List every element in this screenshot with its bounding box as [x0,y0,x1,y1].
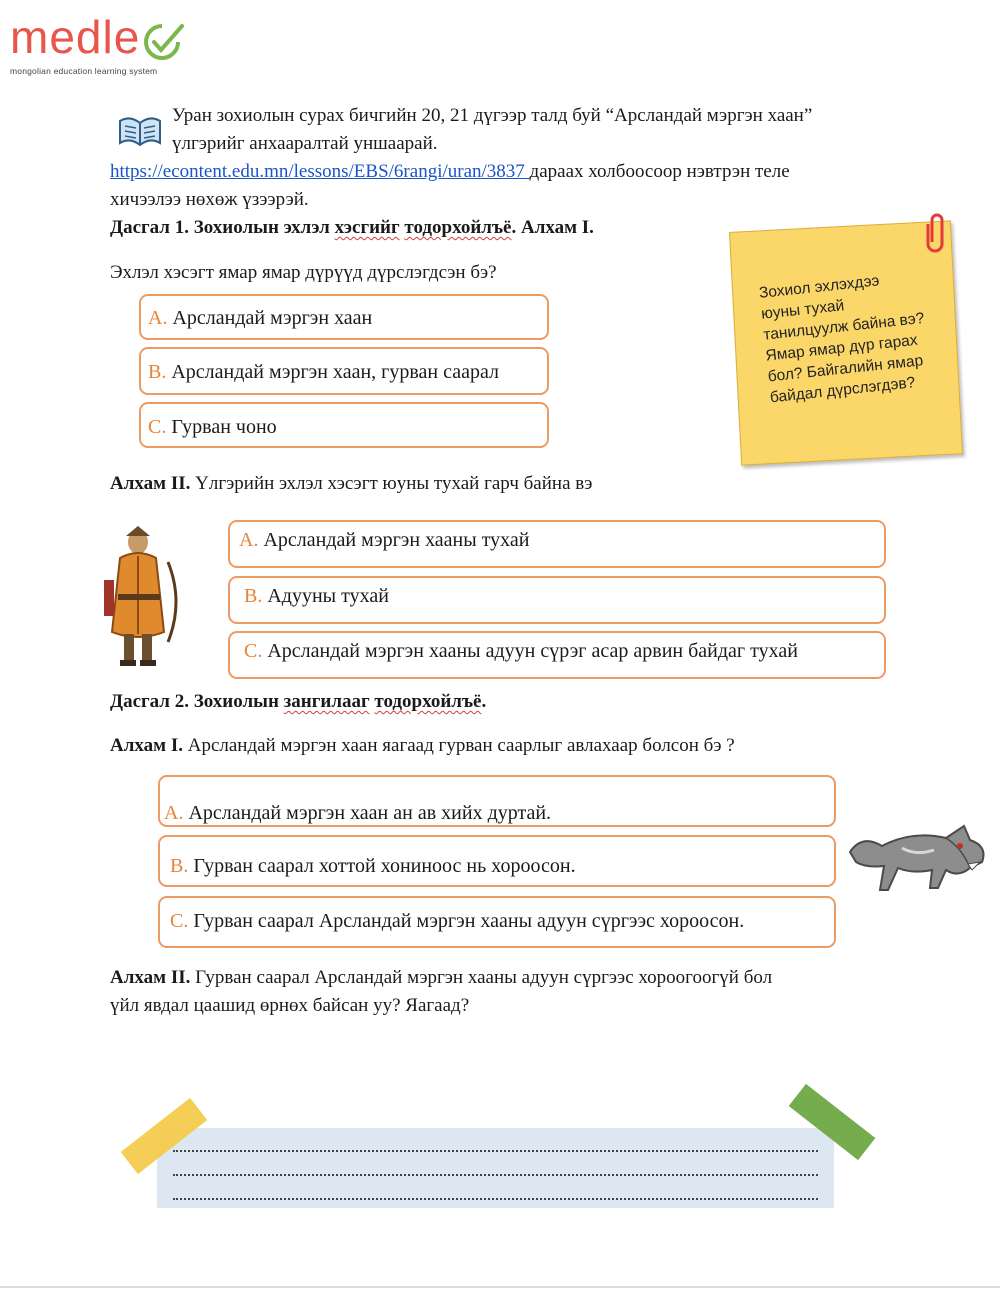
ex2-step1-label: Алхам I. [110,735,183,756]
paperclip-icon [924,212,950,254]
logo-subtitle: mongolian education learning system [10,66,158,76]
option-letter: B. [148,361,167,383]
exercise1-label: Дасгал 1. Зохиолын эхлэл [110,217,330,238]
step2-heading [110,471,592,497]
ex2-step1-question: Арсландай мэргэн хаан яагаад гурван саарлыг авлахаар болсон бэ ? [182,735,735,756]
exercise2-wavy2: тодорхойлъё [374,691,482,712]
option-letter: C. [244,640,263,662]
answer-area[interactable] [157,1128,834,1208]
option-letter: C. [148,416,167,438]
option-text: Арсландай мэргэн хаан ан ав хийх дуртай. [183,802,552,824]
logo [10,11,190,76]
exercise1-question: Эхлэл хэсэгт ямар ямар дүрүүд дүрслэгдсэн бэ? [110,262,497,283]
logo-check-icon [142,22,186,62]
option-text: Арсландай мэргэн хааны адуун сүрэг асар арвин байдаг тухай [262,640,798,662]
page-divider [0,1286,1000,1288]
option-text: Гурван саарал хоттой хониноос нь хороосон. [188,855,576,877]
step2-option-c[interactable] [228,631,886,679]
ex1-option-b[interactable] [139,347,549,395]
option-text: Адууны тухай [262,585,389,607]
exercise2-end: . [481,691,487,712]
option-letter: A. [164,802,184,824]
option-text: Арсландай мэргэн хааны тухай [258,529,530,551]
option-letter: A. [239,529,259,551]
ex2-step2-label: Алхам II. [110,967,191,988]
exercise1-end: . Алхам I. [511,217,594,238]
intro-line1: Уран зохиолын сурах бичгийн 20, 21 дүгээр талд буй “Арсландай мэргэн хаан” [172,105,813,126]
intro-line3-rest: дараах холбоосоор нэвтрэн теле [529,161,790,182]
option-text: Арсландай мэргэн хаан, гурван саарал [166,361,500,383]
logo-word: medle [10,11,141,63]
exercise1-heading [110,215,594,241]
intro-line3 [110,159,790,185]
step2-option-a[interactable] [228,520,886,568]
intro-line2: үлгэрийг анхааралтай уншаарай. [172,133,438,154]
ex2-option-b[interactable] [158,835,836,887]
answer-line-1[interactable] [173,1150,818,1152]
option-letter: C. [170,910,189,932]
hint-note-text: Зохиол эхлэхдээ юуны тухай танилцуулж байна вэ? Ямар ямар дүр гарах бол? Байгалийн ямар байдал дүрслэгдэв? [758,272,926,407]
answer-line-3[interactable] [173,1198,818,1200]
intro-line4: хичээлээ нөхөж үзээрэй. [110,189,309,210]
lesson-link[interactable]: https://econtent.edu.mn/lessons/EBS/6rangi/uran/3837 [110,161,530,182]
option-text: Арсландай мэргэн хаан [167,307,373,329]
ex2-step2-line2: үйл явдал цаашид өрнөх байсан уу? Яагаад? [110,995,470,1016]
step2-option-b[interactable] [228,576,886,624]
exercise2-wavy1: зангилааг [283,691,370,712]
option-letter: A. [148,307,168,329]
ex2-option-a[interactable] [158,775,836,827]
option-letter: B. [244,585,263,607]
warrior-illustration [98,522,184,670]
step2-label: Алхам II. [110,473,191,494]
option-text: Гурван чоно [166,416,277,438]
ex2-step2-line1 [110,965,772,991]
ex1-option-a[interactable] [139,294,549,340]
option-letter: B. [170,855,189,877]
answer-line-2[interactable] [173,1174,818,1176]
step2-question: Үлгэрийн эхлэл хэсэгт юуны тухай гарч байна вэ [190,473,593,494]
exercise2-heading [110,689,486,715]
ex2-step1-heading [110,733,735,759]
ex2-step2-text1: Гурван саарал Арсландай мэргэн хааны адуун сүргээс хороогоогүй бол [190,967,773,988]
ex2-option-c[interactable] [158,896,836,948]
wolf-illustration [842,808,992,904]
exercise1-wavy1: хэсгийг [334,217,400,238]
exercise2-label: Дасгал 2. Зохиолын [110,691,279,712]
exercise1-wavy2: тодорхойлъё [404,217,512,238]
option-text: Гурван саарал Арсландай мэргэн хааны адуун сүргээс хороосон. [188,910,745,932]
book-icon [116,111,164,149]
ex1-option-c[interactable] [139,402,549,448]
